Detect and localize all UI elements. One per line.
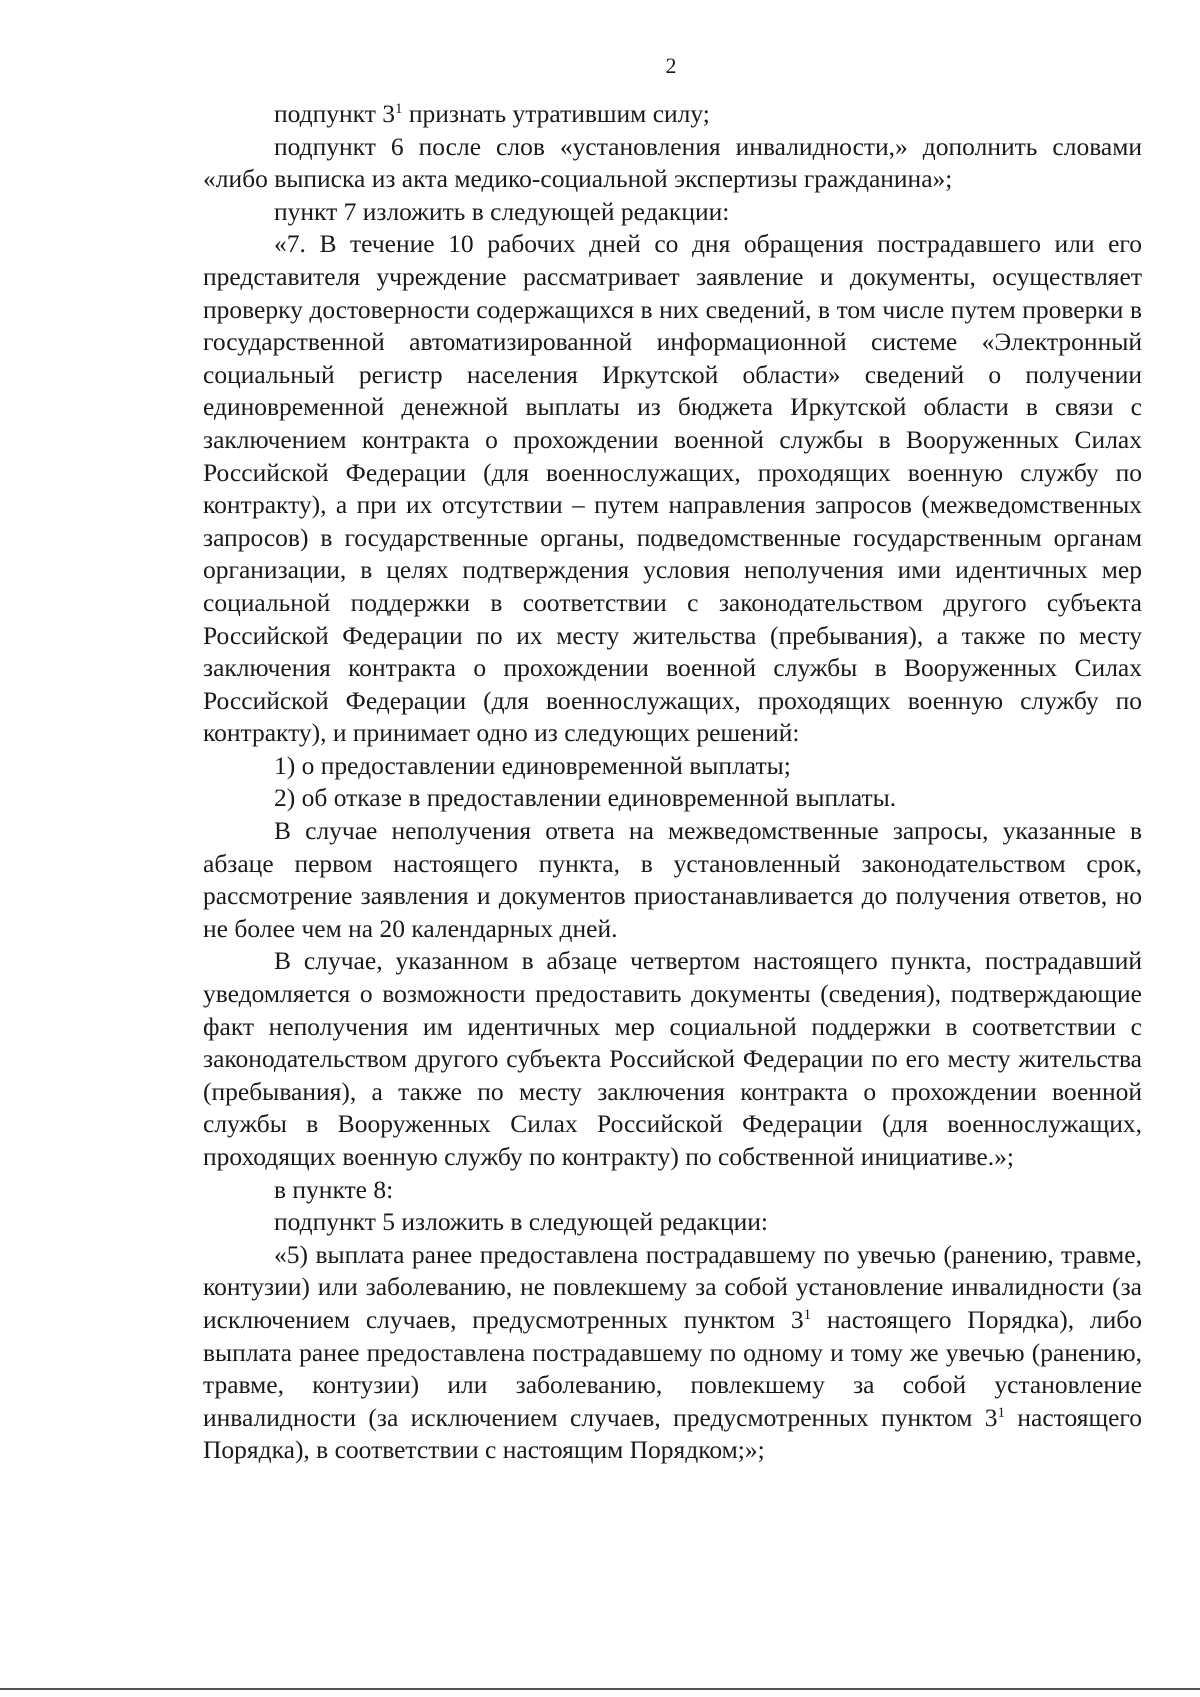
paragraph-subitem-5-intro: подпункт 5 изложить в следующей редакции:: [274, 1207, 768, 1237]
paragraph-item-7-text: «7. В течение 10 рабочих дней со дня обращения пострадавшего или его представителя учреждение рассматривает заявление и документы, осуществляет проверку достоверности содержащихся в них сведений, в том числе путем проверки в государственной автоматизированной информационной системе «Электронный социальный регистр населения Иркутской области» сведений о получении единовременной денежной выплаты из бюджета Иркутской области в связи с заключением контракта о прохождении военной службы в Вооруженных Силах Российской Федерации (для военнослужащих, проходящих военную службу по контракту), а при их отсутствии – путем направления запросов (межведомственных запросов) в государственные органы, подведомственные государственным органам организации, в целях подтверждения условия неполучения ими идентичных мер социальной поддержки в соответствии с законодательством другого субъекта Российской Федерации по их месту жительства (пребывания), а также по месту заключения контракта о прохождении военной службы в Вооруженных Силах Российской Федерации (для военнослужащих, проходящих военную службу по контракту), и принимает одно из следующих решений:: [203, 229, 1142, 748]
paragraph-subitem-6: подпункт 6 после слов «установления инвалидности,» дополнить словами «либо выписка из акта медико-социальной экспертизы гражданина»;: [203, 131, 1142, 194]
paragraph-item-8-intro: в пункте 8:: [274, 1174, 394, 1204]
paragraph-decision-2: 2) об отказе в предоставлении единовременной выплаты.: [274, 783, 897, 813]
superscript: 1: [997, 1404, 1006, 1421]
paragraph-text: настоящего Порядка), либо выплата ранее предоставлена пострадавшему по одному и тому же увечью (ранению, травме, контузии) или заболеванию, повлекшему за собой установление инвалидности (за исключением случаев, предусмотренных пунктом 3: [203, 1304, 1142, 1432]
paragraph-subitem-5-text: [203, 1239, 1142, 1467]
superscript: 1: [395, 101, 403, 117]
paragraph-text: настоящего Порядка), в соответствии с настоящим Порядком;»;: [203, 1402, 1142, 1465]
paragraph-item-7-intro: пункт 7 изложить в следующей редакции:: [274, 196, 730, 226]
paragraph-no-response: В случае неполучения ответа на межведомственные запросы, указанные в абзаце первом настоящего пункта, в установленный законодательством срок, рассмотрение заявления и документов приостанавливается до получения ответов, но не более чем на 20 календарных дней.: [203, 816, 1142, 943]
paragraph-subitem-3-1: [203, 98, 1142, 131]
superscript: 1: [803, 1306, 812, 1323]
page-number: 2: [665, 53, 677, 78]
paragraph-text: признать утратившим силу;: [402, 99, 710, 128]
paragraph-text: «5) выплата ранее предоставлена пострадавшему по увечью (ранению, травме, контузии) или заболеванию, не повлекшему за собой установление инвалидности (за исключением случаев, предусмотренных пунктом 3: [203, 1239, 1142, 1334]
paragraph-text: подпункт 3: [274, 99, 396, 128]
paragraph-decision-1: 1) о предоставлении единовременной выплаты;: [274, 750, 791, 780]
document-body: [203, 98, 1142, 1467]
paragraph-notification: В случае, указанном в абзаце четвертом настоящего пункта, пострадавший уведомляется о возможности предоставить документы (сведения), подтверждающие факт неполучения им идентичных мер социальной поддержки в соответствии с законодательством другого субъекта Российской Федерации по его месту жительства (пребывания), а также по месту заключения контракта о прохождении военной службы в Вооруженных Силах Российской Федерации (для военнослужащих, проходящих военную службу по контракту) по собственной инициативе.»;: [203, 946, 1142, 1171]
bottom-scan-edge: [0, 1688, 1200, 1690]
